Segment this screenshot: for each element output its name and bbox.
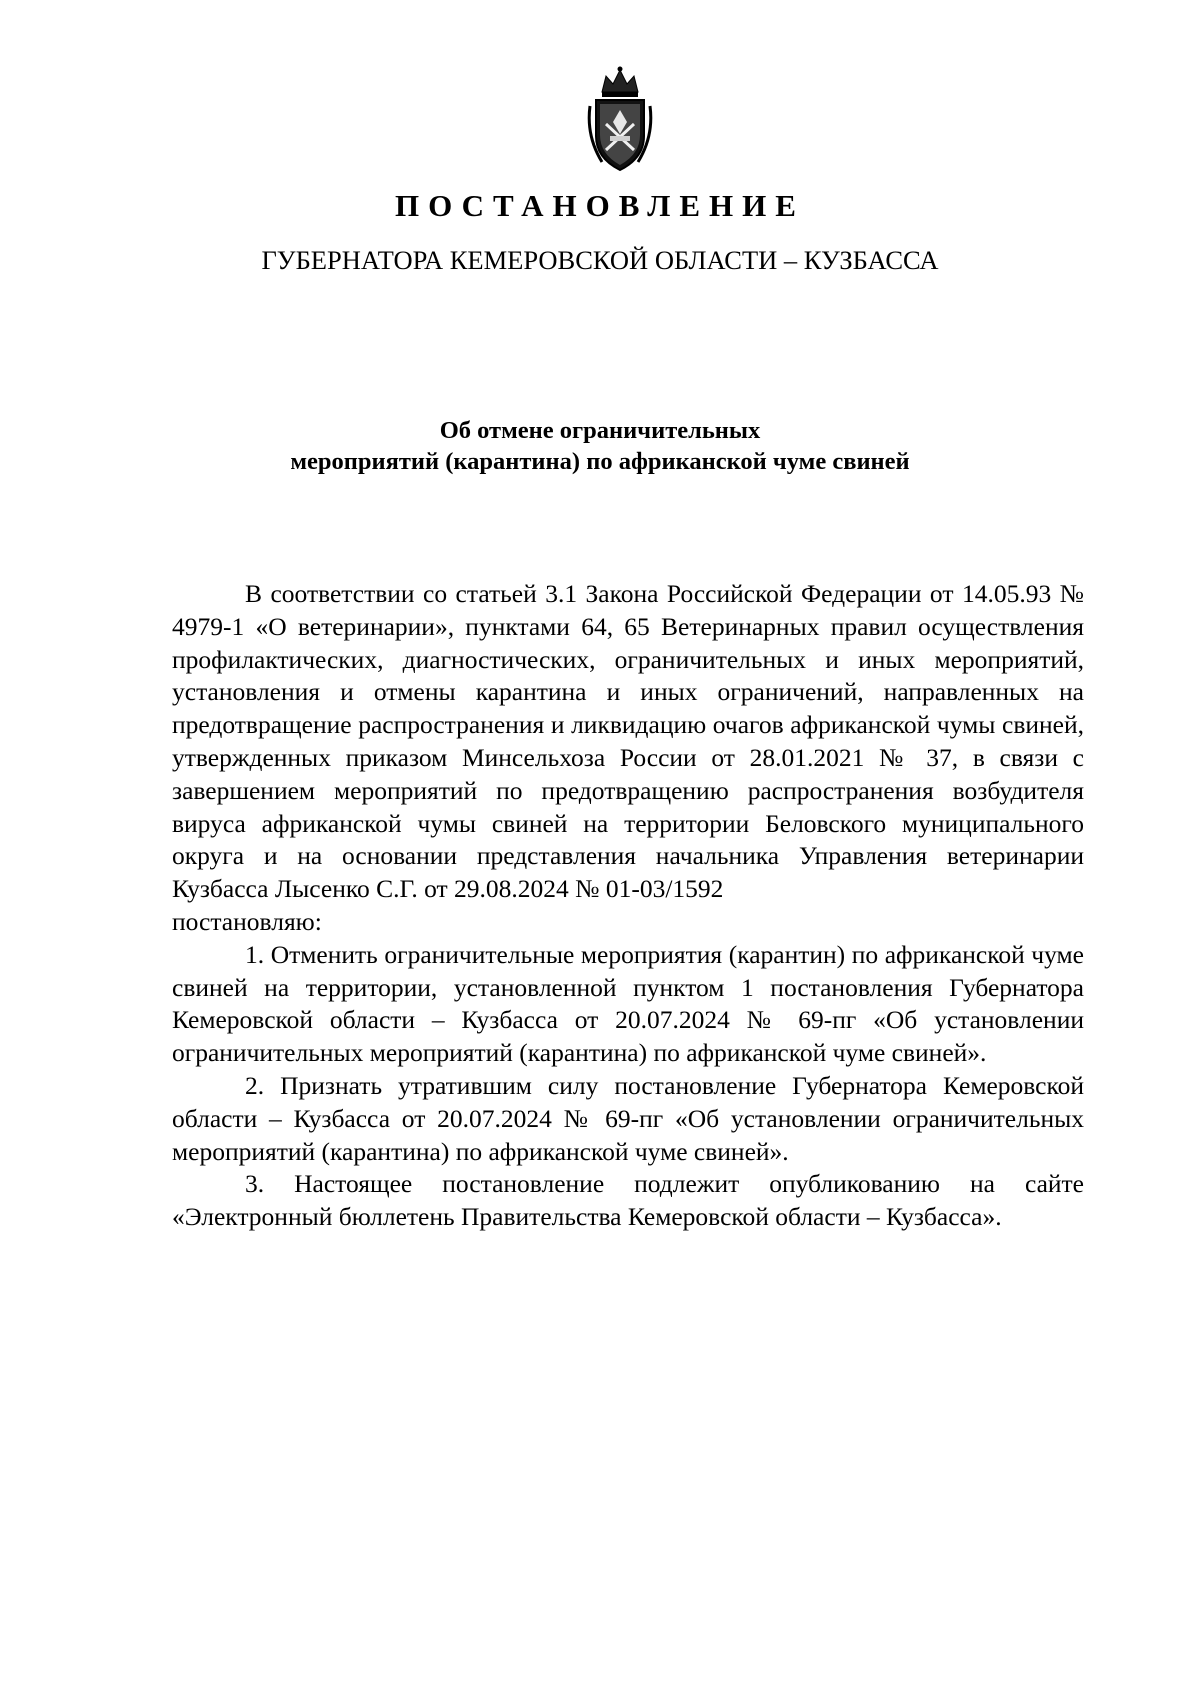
clause-1: 1. Отменить ограничительные мероприятия (карантин) по африканской чуме свиней на территории, установленной пунктом 1 постановления Губернатора Кемеровской области – Кузбасса от 20.07.2024 № 69-пг «Об установлении ограничительных мероприятий (карантина) по африканской чуме свиней». — [172, 939, 1084, 1068]
issuing-authority: ГУБЕРНАТОРА КЕМЕРОВСКОЙ ОБЛАСТИ – КУЗБАССА — [261, 245, 939, 275]
subject-line-1: Об отмене ограничительных — [439, 417, 761, 444]
clause-2: 2. Признать утратившим силу постановление Губернатора Кемеровской области – Кузбасса от 20.07.2024 № 69-пг «Об установлении ограничительных мероприятий (карантина) по африканской чуме свиней». — [172, 1070, 1084, 1166]
clause-3: 3. Настоящее постановление подлежит опубликованию на сайте «Электронный бюллетень Правительства Кемеровской области – Кузбасса». — [172, 1169, 1084, 1232]
subject-line-2: мероприятий (карантина) по африканской чуме свиней — [290, 448, 910, 475]
document-title: ПОСТАНОВЛЕНИЕ — [395, 188, 805, 223]
document-body — [172, 578, 1084, 1234]
decree-word: постановляю: — [172, 906, 322, 936]
coat-of-arms-icon — [580, 66, 660, 174]
document-subject — [0, 415, 1200, 477]
preamble-paragraph: В соответствии со статьей 3.1 Закона Российской Федерации от 14.05.93 № 4979-1 «О ветеринарии», пунктами 64, 65 Ветеринарных правил осуществления профилактических, диагностических, ограничительных и иных мероприятий, установления и отмены карантина и иных ограничений, направленных на предотвращение распространения и ликвидацию очагов африканской чумы свиней, утвержденных приказом Минсельхоза России от 28.01.2021 № 37, в связи с завершением мероприятий по предотвращению распространения возбудителя вируса африканской чумы свиней на территории Беловского муниципального округа и на основании представления начальника Управления ветеринарии Кузбасса Лысенко С.Г. от 29.08.2024 № 01-03/1592 — [172, 579, 1084, 904]
